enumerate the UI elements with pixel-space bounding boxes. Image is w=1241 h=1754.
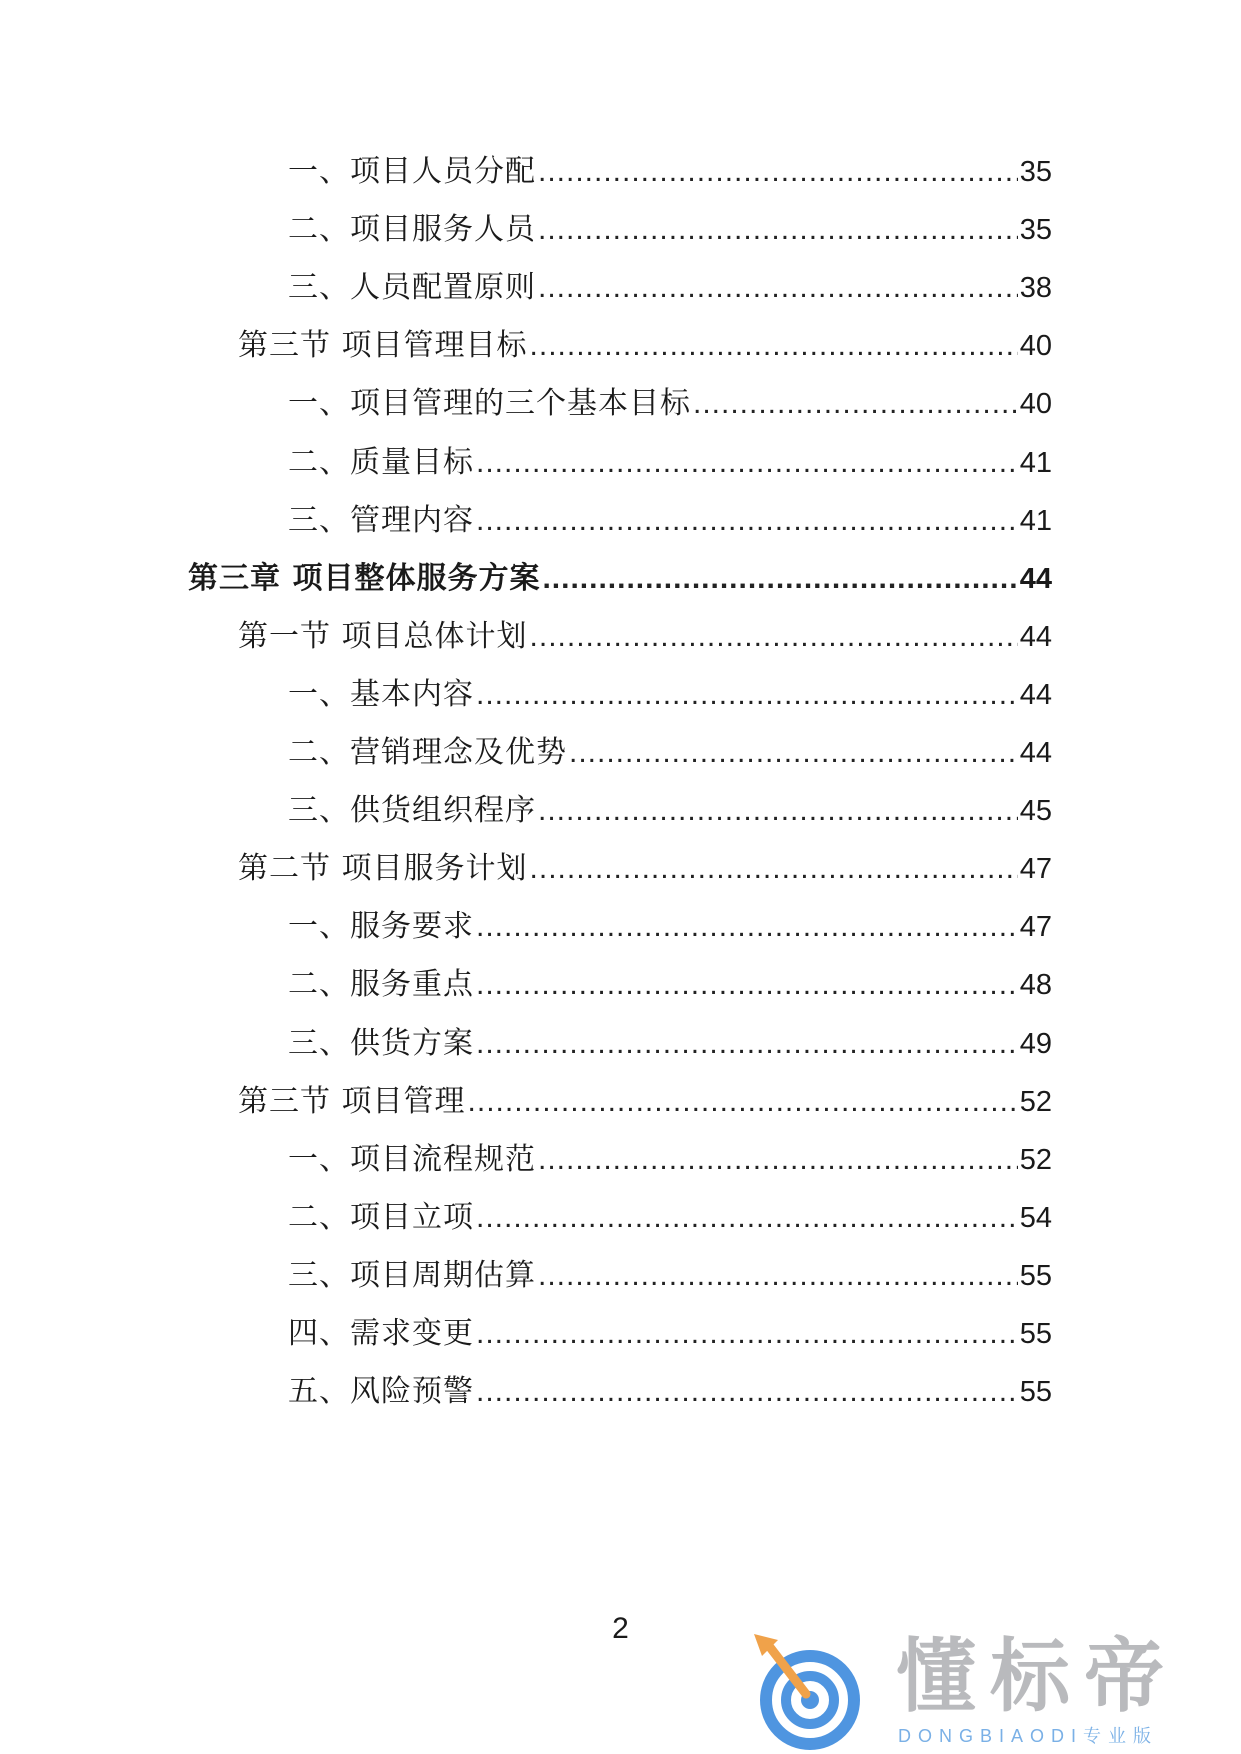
toc-entry-page: 38	[1019, 272, 1052, 304]
toc-leader-dots	[476, 443, 1018, 483]
toc-entry[interactable]	[288, 1372, 1052, 1412]
toc-entry-page: 44	[1019, 737, 1052, 769]
target-arrow-icon	[748, 1632, 878, 1750]
toc-entry-label: 二、营销理念及优势	[288, 735, 567, 770]
toc-entry-page: 47	[1019, 853, 1052, 885]
toc-entry-label: 一、服务要求	[288, 909, 474, 944]
toc-entry[interactable]	[288, 733, 1052, 773]
toc-entry[interactable]	[238, 1082, 1052, 1122]
toc-entry[interactable]	[288, 965, 1052, 1005]
toc-entry-page: 55	[1019, 1376, 1052, 1408]
toc-leader-dots	[476, 965, 1018, 1005]
toc-entry-label: 一、项目人员分配	[288, 154, 536, 189]
toc-leader-dots	[468, 1082, 1018, 1122]
toc-entry-page: 40	[1019, 388, 1052, 420]
toc-leader-dots	[476, 1024, 1018, 1064]
toc-entry-label: 二、项目立项	[288, 1200, 474, 1235]
toc-entry-page: 44	[1019, 563, 1052, 595]
toc-entry-label: 第三节 项目管理	[238, 1084, 466, 1119]
toc-leader-dots	[476, 1198, 1018, 1238]
toc-entry-label: 四、需求变更	[288, 1316, 474, 1351]
toc-entry-label: 第三节 项目管理目标	[238, 328, 528, 363]
toc-entry[interactable]	[238, 326, 1052, 366]
toc-entry-page: 52	[1019, 1086, 1052, 1118]
toc-entry-label: 一、项目管理的三个基本目标	[288, 386, 691, 421]
toc-entry[interactable]	[288, 501, 1052, 541]
toc-entry-label: 一、基本内容	[288, 677, 474, 712]
toc-entry-label: 二、服务重点	[288, 967, 474, 1002]
toc-leader-dots	[569, 733, 1018, 773]
toc-entry-page: 55	[1019, 1318, 1052, 1350]
toc-leader-dots	[538, 152, 1018, 192]
toc-entry-label: 第一节 项目总体计划	[238, 619, 528, 654]
toc-entry[interactable]	[288, 1198, 1052, 1238]
toc-entry-label: 五、风险预警	[288, 1374, 474, 1409]
toc-leader-dots	[476, 1314, 1018, 1354]
toc-entry-page: 40	[1019, 330, 1052, 362]
toc-leader-dots	[538, 791, 1018, 831]
toc-entry-page: 44	[1019, 621, 1052, 653]
toc-entry[interactable]	[288, 1140, 1052, 1180]
toc-entry-page: 44	[1019, 679, 1052, 711]
toc-leader-dots	[538, 1256, 1018, 1296]
toc-entry[interactable]	[288, 268, 1052, 308]
toc-entry-label: 三、供货组织程序	[288, 793, 536, 828]
toc-leader-dots	[542, 559, 1017, 599]
toc-entry-label: 二、质量目标	[288, 445, 474, 480]
watermark-brand-name: 懂标帝	[896, 1630, 1178, 1723]
toc-leader-dots	[476, 675, 1018, 715]
toc-leader-dots	[530, 617, 1018, 657]
toc-entry-page: 48	[1019, 969, 1052, 1001]
toc-leader-dots	[530, 849, 1018, 889]
toc-entry[interactable]	[288, 1314, 1052, 1354]
toc-entry[interactable]	[188, 559, 1052, 599]
toc-entry-label: 三、人员配置原则	[288, 270, 536, 305]
toc-entry[interactable]	[288, 443, 1052, 483]
toc-leader-dots	[538, 268, 1018, 308]
toc-entry[interactable]	[238, 849, 1052, 889]
watermark-subtitle: DONGBIAODI专业版	[898, 1726, 1159, 1746]
toc-entry[interactable]	[288, 907, 1052, 947]
toc-entry[interactable]	[288, 791, 1052, 831]
toc-entry-page: 35	[1019, 156, 1052, 188]
toc-leader-dots	[693, 384, 1018, 424]
toc-entry-label: 三、供货方案	[288, 1026, 474, 1061]
toc-entry-label: 一、项目流程规范	[288, 1142, 536, 1177]
toc-entry[interactable]	[288, 152, 1052, 192]
toc-entry-page: 49	[1019, 1028, 1052, 1060]
toc-entry-page: 41	[1019, 447, 1052, 479]
watermark-logo	[748, 1632, 1228, 1750]
toc-leader-dots	[476, 501, 1018, 541]
toc-entry-label: 二、项目服务人员	[288, 212, 536, 247]
toc-entry-page: 47	[1019, 911, 1052, 943]
toc-entry-label: 三、管理内容	[288, 503, 474, 538]
toc-leader-dots	[476, 1372, 1018, 1412]
toc-entry-page: 41	[1019, 505, 1052, 537]
toc-entry[interactable]	[238, 617, 1052, 657]
toc-entry[interactable]	[288, 1256, 1052, 1296]
toc-entry-page: 55	[1019, 1260, 1052, 1292]
toc-entry-page: 52	[1019, 1144, 1052, 1176]
toc-entry[interactable]	[288, 1024, 1052, 1064]
toc-entry[interactable]	[288, 384, 1052, 424]
toc-entry[interactable]	[288, 210, 1052, 250]
toc-entry-page: 54	[1019, 1202, 1052, 1234]
toc-entry-label: 第二节 项目服务计划	[238, 851, 528, 886]
toc-entry-page: 45	[1019, 795, 1052, 827]
toc-leader-dots	[476, 907, 1018, 947]
toc-entry-label: 第三章 项目整体服务方案	[188, 561, 541, 596]
toc-leader-dots	[538, 1140, 1018, 1180]
toc-leader-dots	[538, 210, 1018, 250]
toc-leader-dots	[530, 326, 1018, 366]
toc-entry-page: 35	[1019, 214, 1052, 246]
toc-entry-label: 三、项目周期估算	[288, 1258, 536, 1293]
page-number: 2	[612, 1612, 629, 1645]
toc-entry[interactable]	[288, 675, 1052, 715]
